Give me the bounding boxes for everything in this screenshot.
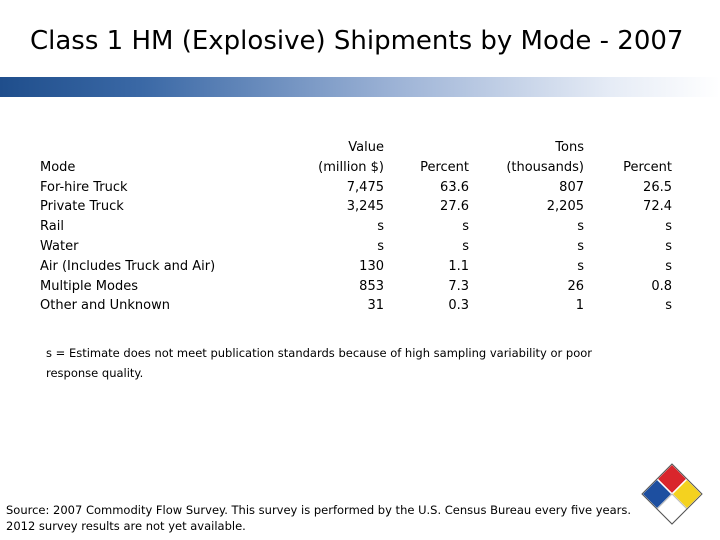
cell-value: 3,245	[346, 199, 384, 215]
cell-mode: Rail	[40, 219, 64, 235]
table-row	[40, 178, 672, 198]
header-mode: Mode	[40, 159, 76, 175]
cell-tons: s	[577, 219, 584, 235]
table-row	[40, 237, 672, 257]
footnote: s = Estimate does not meet publication standards because of high sampling variability or poor response quality.	[46, 346, 593, 380]
cell-percent-value: s	[462, 238, 469, 254]
source-note	[6, 502, 646, 534]
table-row	[40, 277, 672, 297]
cell-percent-value: 7.3	[448, 278, 469, 294]
cell-mode: Multiple Modes	[40, 278, 138, 294]
cell-percent-value: s	[462, 219, 469, 235]
cell-percent-value: 63.6	[440, 179, 469, 195]
cell-mode: Private Truck	[40, 199, 124, 215]
header-value-line1: Value	[348, 140, 384, 155]
page-number: 44	[664, 509, 678, 520]
cell-percent-tons: s	[665, 219, 672, 235]
header-percent-tons: Percent	[623, 159, 672, 175]
cell-value: 7,475	[346, 179, 384, 195]
cell-percent-tons: 26.5	[643, 179, 672, 195]
title-gradient-bar	[0, 77, 720, 97]
cell-value: 853	[359, 278, 384, 294]
header-percent-value: Percent	[420, 159, 469, 175]
table-row	[40, 257, 672, 277]
cell-percent-tons: 0.8	[651, 278, 672, 294]
cell-tons: 1	[575, 298, 584, 314]
table-header-row	[40, 138, 672, 178]
cell-percent-tons: s	[665, 238, 672, 254]
cell-mode: Other and Unknown	[40, 298, 170, 314]
cell-percent-tons: s	[665, 258, 672, 274]
cell-value: 130	[359, 258, 384, 274]
cell-mode: Water	[40, 238, 79, 254]
cell-value: 31	[367, 298, 384, 314]
header-tons-line1: Tons	[555, 140, 584, 155]
header-tons	[469, 138, 584, 178]
cell-value: s	[377, 219, 384, 235]
cell-percent-value: 1.1	[448, 258, 469, 274]
source-line-2: 2012 survey results are not yet available.	[6, 519, 246, 533]
cell-percent-tons: s	[665, 298, 672, 314]
cell-tons: 807	[559, 179, 584, 195]
table-row	[40, 217, 672, 237]
header-value	[290, 138, 384, 178]
cell-tons: 26	[567, 278, 584, 294]
source-line-1: Source: 2007 Commodity Flow Survey. This survey is performed by the U.S. Census Bureau every five years.	[6, 503, 632, 517]
header-tons-line2: (thousands)	[506, 159, 584, 175]
cell-percent-value: 0.3	[448, 298, 469, 314]
cell-tons: s	[577, 238, 584, 254]
header-value-line2: (million $)	[318, 159, 384, 175]
table-row	[40, 197, 672, 217]
cell-value: s	[377, 238, 384, 254]
shipments-table	[40, 138, 672, 316]
cell-mode: For-hire Truck	[40, 179, 128, 195]
slide-title: Class 1 HM (Explosive) Shipments by Mode - 2007	[30, 26, 684, 56]
cell-percent-tons: 72.4	[643, 199, 672, 215]
cell-mode: Air (Includes Truck and Air)	[40, 258, 216, 274]
cell-tons: 2,205	[546, 199, 584, 215]
table-row	[40, 296, 672, 316]
cell-percent-value: 27.6	[440, 199, 469, 215]
cell-tons: s	[577, 258, 584, 274]
